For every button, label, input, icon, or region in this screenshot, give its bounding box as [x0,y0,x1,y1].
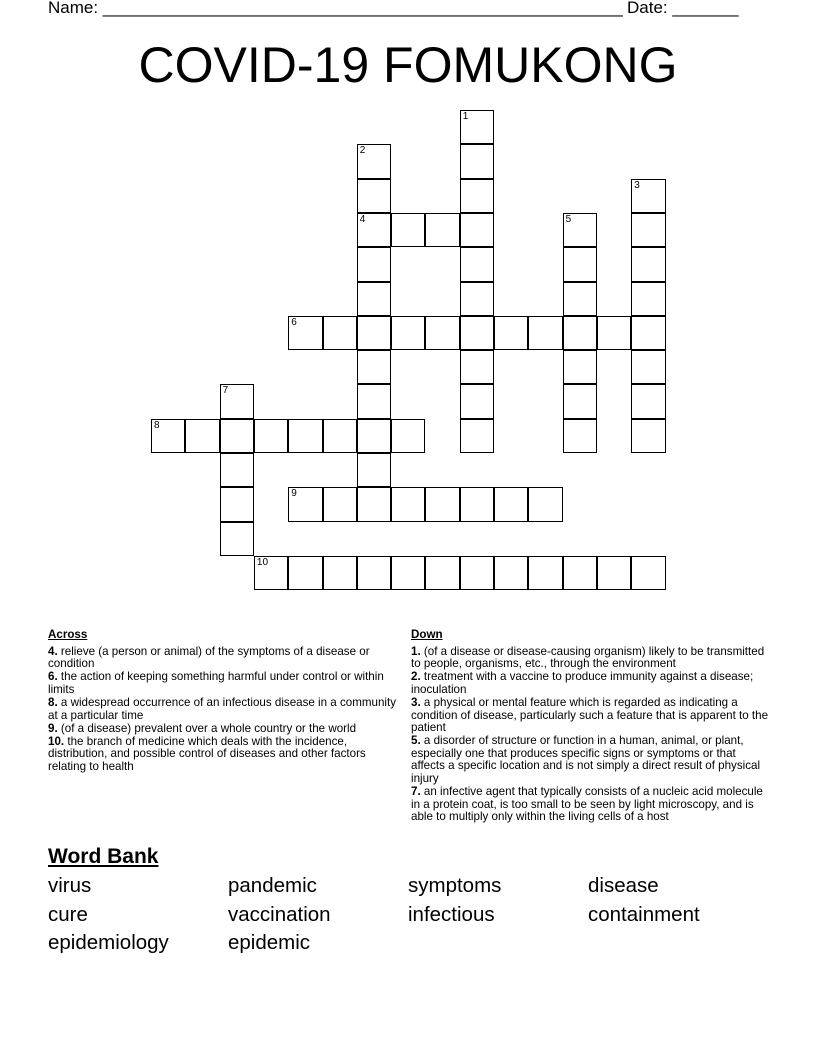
grid-cell[interactable] [597,556,631,590]
name-field-label: Name: _______________________________________________________ [48,0,623,17]
clue-number-label: 3 [634,179,640,191]
clue-number: 1. [411,644,421,658]
grid-cell[interactable] [425,556,459,590]
grid-cell[interactable] [563,247,597,281]
grid-cell[interactable] [631,556,665,590]
across-clue [48,723,400,736]
word-bank-item: symptoms [408,874,502,897]
grid-cell[interactable] [323,316,357,350]
word-bank-item: disease [588,874,659,897]
grid-cell[interactable] [357,453,391,487]
word-bank-item: vaccination [228,903,331,926]
clue-number: 7. [411,785,421,799]
down-clue [411,671,769,696]
grid-cell[interactable] [528,487,562,521]
grid-cell[interactable] [528,556,562,590]
clue-number-label: 8 [154,419,160,431]
across-clue [48,646,400,671]
grid-cell[interactable] [563,419,597,453]
grid-cell[interactable] [391,556,425,590]
grid-cell[interactable] [151,419,185,453]
grid-cell[interactable] [460,350,494,384]
word-bank-item: epidemiology [48,931,169,954]
grid-cell[interactable] [220,487,254,521]
grid-cell[interactable] [631,213,665,247]
clue-number-label: 10 [256,556,269,568]
clue-number: 9. [48,721,58,735]
date-field-label: Date: _______ [627,0,739,17]
grid-cell[interactable] [460,213,494,247]
grid-cell[interactable] [563,316,597,350]
grid-cell[interactable] [563,384,597,418]
clue-number: 8. [48,695,58,709]
clue-text: a widespread occurrence of an infectious disease in a community at a particular time [48,695,397,722]
across-heading: Across [48,628,88,641]
grid-cell[interactable] [391,487,425,521]
clue-number-label: 1 [462,111,469,122]
across-clue [48,671,400,696]
grid-cell[interactable] [460,487,494,521]
across-clues [48,629,400,774]
down-clue [411,735,769,785]
grid-cell[interactable] [288,316,322,350]
grid-cell[interactable] [631,419,665,453]
grid-cell[interactable] [357,556,391,590]
clue-text: the branch of medicine which deals with the incidence, distribution, and possible control of diseases and other factors relating to health [48,734,366,773]
grid-cell[interactable] [460,110,494,144]
word-bank-item: cure [48,903,88,926]
page-title: COVID-19 FOMUKONG [138,37,678,93]
word-bank-title: Word Bank [48,845,159,868]
word-bank-item: virus [48,874,92,897]
down-clue [411,646,769,671]
clue-number-label: 6 [291,316,297,328]
clue-number-label: 4 [359,213,366,225]
down-heading: Down [411,628,443,641]
down-clues [411,629,769,824]
down-clue [411,786,769,824]
grid-cell[interactable] [357,213,391,247]
grid-cell[interactable] [357,487,391,521]
grid-cell[interactable] [357,247,391,281]
grid-cell[interactable] [631,384,665,418]
clue-text: a physical or mental feature which is regarded as indicating a condition of disease, particularly such a feature that is apparent to the patient [411,695,769,735]
grid-cell[interactable] [288,487,322,521]
grid-cell[interactable] [563,282,597,316]
grid-cell[interactable] [357,384,391,418]
grid-cell[interactable] [425,213,459,247]
clue-number: 2. [411,670,421,684]
grid-cell[interactable] [357,179,391,213]
clue-text: relieve (a person or animal) of the symptoms of a disease or condition [48,644,370,671]
clue-text: the action of keeping something harmful under control or within limits [48,670,384,696]
grid-cell[interactable] [254,556,288,590]
grid-cell[interactable] [494,556,528,590]
clue-text: a disorder of structure or function in a human, animal, or plant, especially one that produces specific signs or symptoms or that affects a specific location and is not simply a direct result of physical injury [411,734,761,786]
grid-cell[interactable] [460,179,494,213]
grid-cell[interactable] [220,453,254,487]
grid-cell[interactable] [220,522,254,556]
grid-cell[interactable] [391,316,425,350]
grid-cell[interactable] [357,144,391,178]
grid-cell[interactable] [288,556,322,590]
grid-cell[interactable] [391,419,425,453]
grid-cell[interactable] [460,144,494,178]
grid-cell[interactable] [220,419,254,453]
grid-cell[interactable] [631,350,665,384]
across-clue [48,736,400,774]
clue-number: 10. [48,734,65,748]
clue-number: 4. [48,644,58,658]
grid-cell[interactable] [288,419,322,453]
grid-cell[interactable] [357,316,391,350]
clue-number-label: 5 [565,213,572,225]
grid-cell[interactable] [357,282,391,316]
grid-cell[interactable] [357,350,391,384]
grid-cell[interactable] [425,487,459,521]
grid-cell[interactable] [597,316,631,350]
clue-number: 6. [48,670,58,684]
grid-cell[interactable] [528,316,562,350]
grid-cell[interactable] [460,282,494,316]
clue-number: 5. [411,734,421,748]
grid-cell[interactable] [563,350,597,384]
word-bank-item: infectious [408,903,495,926]
grid-cell[interactable] [494,487,528,521]
grid-cell[interactable] [357,419,391,453]
grid-cell[interactable] [563,556,597,590]
word-bank-item: pandemic [228,874,317,897]
grid-cell[interactable] [460,419,494,453]
grid-cell[interactable] [254,419,288,453]
grid-cell[interactable] [631,282,665,316]
grid-cell[interactable] [391,213,425,247]
grid-cell[interactable] [631,247,665,281]
clue-number-label: 9 [291,488,297,500]
clue-text: an infective agent that typically consists of a nucleic acid molecule in a protein coat, is too small to be seen by light microscopy, and is able to multiply only within the living cells of a host [411,785,763,824]
grid-cell[interactable] [323,556,357,590]
grid-cell[interactable] [220,384,254,418]
grid-cell[interactable] [460,247,494,281]
grid-cell[interactable] [563,213,597,247]
grid-cell[interactable] [631,316,665,350]
word-bank-item: epidemic [228,931,311,954]
grid-cell[interactable] [494,316,528,350]
clue-number-label: 2 [359,145,366,157]
grid-cell[interactable] [185,419,219,453]
word-bank-item: containment [588,903,700,926]
clue-text: (of a disease) prevalent over a whole country or the world [60,721,357,735]
across-clue [48,697,400,722]
clue-text: treatment with a vaccine to produce immunity against a disease; inoculation [411,670,754,696]
grid-cell[interactable] [631,179,665,213]
down-clue [411,697,769,735]
grid-cell[interactable] [460,316,494,350]
clue-number-label: 7 [222,385,229,397]
clue-number: 3. [411,695,421,709]
grid-cell[interactable] [323,487,357,521]
clue-text: (of a disease or disease-causing organism) likely to be transmitted to people, organisms, etc., through the environment [411,644,765,671]
grid-cell[interactable] [460,384,494,418]
grid-cell[interactable] [460,556,494,590]
grid-cell[interactable] [425,316,459,350]
grid-cell[interactable] [323,419,357,453]
